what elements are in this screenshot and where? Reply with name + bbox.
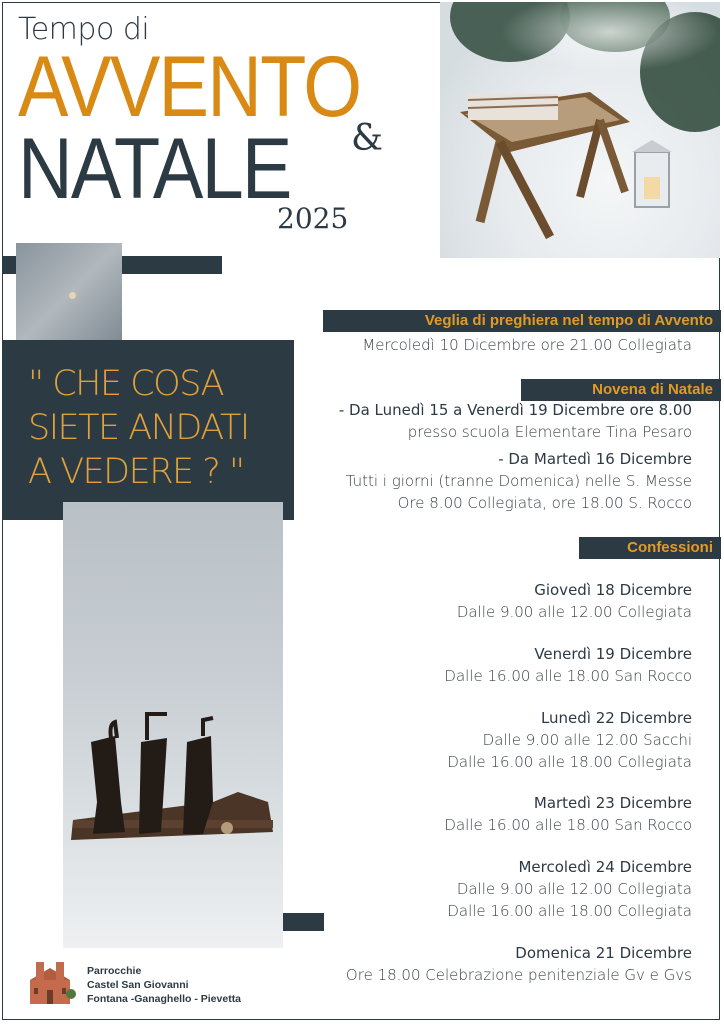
parish-info [87,964,241,1006]
confession-time: Dalle 9.00 alle 12.00 Collegiata [456,603,692,621]
confession-day: Martedì 23 Dicembre [533,794,692,812]
confession-time: Dalle 16.00 alle 18.00 San Rocco [444,816,692,834]
novena-line: - Da Lunedì 15 a Venerdì 19 Dicembre ore 8.00 [338,401,692,419]
veglia-heading: Veglia di preghiera nel tempo di Avvento [323,310,721,332]
novena-line: Tutti i giorni (tranne Domenica) nelle S. Messe [345,472,692,490]
quote-line: A VEDERE ? " [28,452,244,492]
novena-line: Ore 8.00 Collegiata, ore 18.00 S. Rocco [397,494,692,512]
church-logo-icon [24,958,76,1006]
title-year: 2025 [277,202,349,235]
confessioni-heading: Confessioni [579,537,721,559]
quote-line: " CHE COSA [28,364,224,404]
parish-line: Castel San Giovanni [87,979,189,991]
quote-text [28,362,288,494]
title-natale: NATALE [18,121,291,217]
confession-day: Mercoledì 24 Dicembre [518,858,692,876]
manger-snow-photo [440,2,720,258]
confession-time: Dalle 9.00 alle 12.00 Collegiata [456,880,692,898]
quote-line: SIETE ANDATI [28,408,249,448]
confession-time: Dalle 16.00 alle 18.00 Collegiata [447,902,692,920]
confession-day: Domenica 21 Dicembre [515,944,692,962]
confession-time: Dalle 16.00 alle 18.00 Collegiata [447,753,692,771]
veglia-line: Mercoledì 10 Dicembre ore 21.00 Collegiata [362,336,692,354]
confession-day: Venerdì 19 Dicembre [534,645,692,663]
pre-title: Tempo di [18,12,150,47]
confession-day: Giovedì 18 Dicembre [534,581,692,599]
parish-line: Fontana -Ganaghello - Pievetta [87,993,242,1005]
confession-time: Ore 18.00 Celebrazione penitenziale Gv e Gvs [345,966,692,984]
confession-time: Dalle 9.00 alle 12.00 Sacchi [482,731,692,749]
confession-day: Lunedì 22 Dicembre [540,709,692,727]
title-avvento: AVVENTO [18,39,361,135]
confession-time: Dalle 16.00 alle 18.00 San Rocco [444,667,692,685]
magi-sculpture-photo [63,502,283,948]
novena-heading: Novena di Natale [521,379,721,401]
parish-line: Parrocchie [87,965,142,977]
novena-line: - Da Martedì 16 Dicembre [498,450,692,468]
title-ampersand: & [351,118,384,159]
novena-line: presso scuola Elementare Tina Pesaro [407,423,692,441]
star-icon [69,292,76,299]
